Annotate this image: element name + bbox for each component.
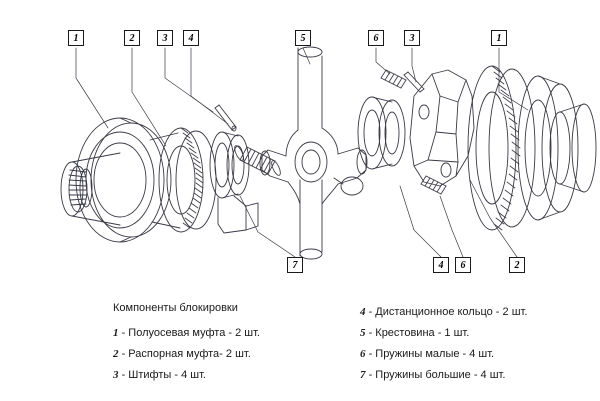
callout-marker[interactable]: 3	[404, 30, 420, 46]
legend-item-number: 7	[360, 369, 366, 381]
legend-item-text: - Крестовина - 1 шт.	[368, 327, 470, 339]
leader-lines	[76, 48, 528, 257]
legend-item-text: - Распорная муфта- 2 шт.	[121, 348, 251, 360]
legend-item-number: 5	[360, 327, 366, 339]
right-spacer-coupling-body	[410, 70, 474, 186]
callout-marker[interactable]: 4	[183, 30, 199, 46]
legend-item	[360, 323, 527, 344]
callout-marker[interactable]: 3	[157, 30, 173, 46]
legend-item-number: 2	[113, 348, 119, 360]
legend-item	[360, 365, 527, 386]
legend	[0, 292, 600, 401]
legend-item	[360, 344, 527, 365]
left-half-axle-coupling	[61, 118, 180, 242]
callout-marker[interactable]: 5	[295, 30, 311, 46]
legend-item-text: - Дистанционное кольцо - 2 шт.	[368, 306, 528, 318]
legend-title: Компоненты блокировки	[113, 302, 238, 314]
callout-marker[interactable]: 1	[68, 30, 84, 46]
right-distance-ring	[358, 97, 405, 169]
callout-marker[interactable]: 7	[287, 257, 303, 273]
legend-item-number: 1	[113, 327, 119, 339]
callout-marker[interactable]: 6	[368, 30, 384, 46]
legend-item	[113, 365, 260, 386]
legend-item	[360, 302, 527, 323]
legend-item-number: 6	[360, 348, 366, 360]
callout-marker[interactable]: 6	[455, 257, 471, 273]
cross-spider	[260, 47, 367, 259]
left-spacer-coupling-toothed	[159, 128, 216, 232]
legend-column-left	[113, 323, 260, 386]
callout-marker[interactable]: 2	[509, 257, 525, 273]
left-pin	[215, 105, 236, 131]
legend-item	[113, 344, 260, 365]
legend-item-text: - Штифты - 4 шт.	[121, 369, 206, 381]
legend-item-text: - Пружины малые - 4 шт.	[368, 348, 495, 360]
legend-item-number: 4	[360, 306, 366, 318]
legend-item-number: 3	[113, 369, 119, 381]
callout-marker[interactable]: 4	[433, 257, 449, 273]
legend-item	[113, 323, 260, 344]
callout-marker[interactable]: 1	[491, 30, 507, 46]
small-spring-upper	[381, 70, 406, 88]
callout-marker[interactable]: 2	[124, 30, 140, 46]
legend-column-right	[360, 302, 527, 386]
legend-item-text: - Пружины большие - 4 шт.	[368, 369, 506, 381]
legend-item-text: - Полуосевая муфта - 2 шт.	[121, 327, 260, 339]
large-spring-left	[233, 144, 282, 176]
